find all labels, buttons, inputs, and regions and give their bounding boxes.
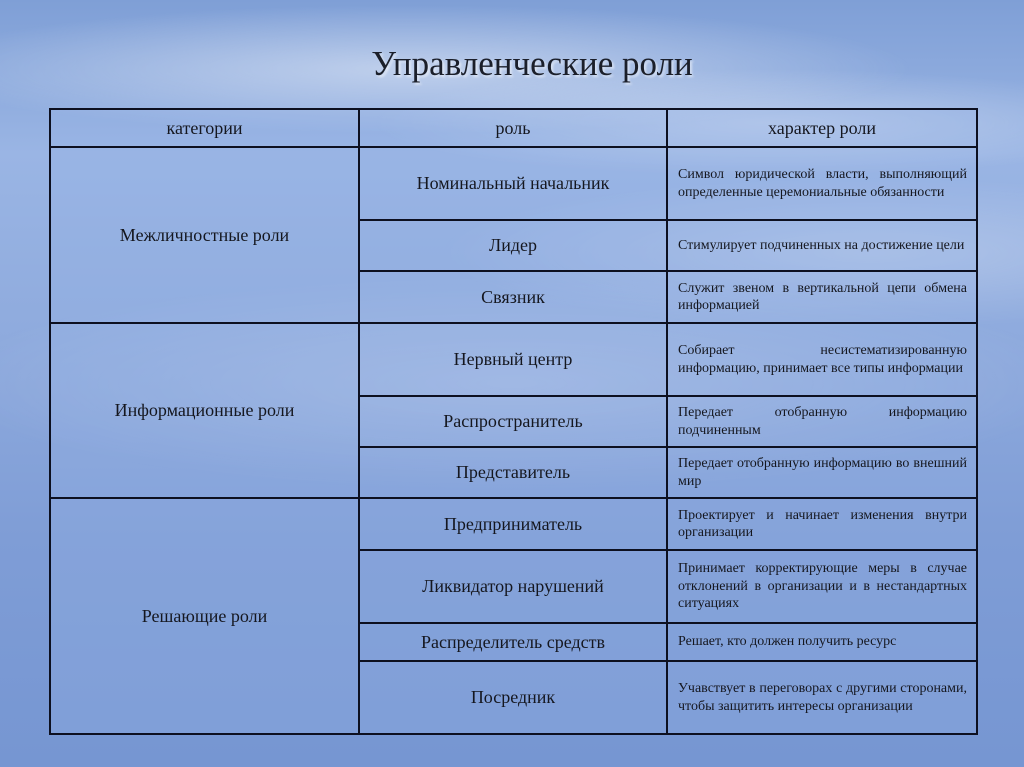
slide-title: Управленческие роли: [371, 44, 693, 83]
header-role-nature: характер роли: [667, 109, 977, 147]
description-cell: [667, 550, 977, 623]
role-cell: Ликвидатор нарушений: [359, 550, 667, 623]
role-cell: Распределитель средств: [359, 623, 667, 661]
description-text: Решает, кто должен получить ресурс: [678, 634, 897, 650]
table-row: [50, 323, 977, 396]
category-decisional: Решающие роли: [50, 498, 359, 734]
description-cell: [667, 447, 977, 498]
description-text: Передает отобранную информацию подчиненным: [678, 405, 967, 438]
roles-table: [49, 108, 978, 735]
role-cell: Нервный центр: [359, 323, 667, 396]
description-cell: [667, 661, 977, 734]
role-cell: Лидер: [359, 220, 667, 271]
role-cell: Посредник: [359, 661, 667, 734]
role-cell: Представитель: [359, 447, 667, 498]
role-cell: Связник: [359, 271, 667, 323]
table-row: [50, 498, 977, 550]
description-cell: [667, 323, 977, 396]
description-cell: [667, 498, 977, 550]
header-role: роль: [359, 109, 667, 147]
description-text: Собирает несистематизированную информацию, принимает все типы информации: [678, 343, 967, 376]
role-cell: Предприниматель: [359, 498, 667, 550]
category-informational: Информационные роли: [50, 323, 359, 498]
description-cell: [667, 271, 977, 323]
role-cell: Распространитель: [359, 396, 667, 447]
table-row: [50, 147, 977, 220]
description-text: Передает отобранную информацию во внешний мир: [678, 456, 967, 489]
header-categories: категории: [50, 109, 359, 147]
description-cell: [667, 396, 977, 447]
category-interpersonal: Межличностные роли: [50, 147, 359, 323]
description-cell: [667, 147, 977, 220]
description-text: Учавствует в переговорах с другими сторонами, чтобы защитить интересы организации: [678, 681, 967, 714]
description-cell: [667, 623, 977, 661]
description-text: Служит звеном в вертикальной цепи обмена информацией: [678, 280, 967, 313]
description-text: Символ юридической власти, выполняющий определенные церемониальные обязанности: [678, 167, 967, 200]
role-cell: Номинальный начальник: [359, 147, 667, 220]
description-text: Стимулирует подчиненных на достижение цели: [678, 237, 965, 253]
description-cell: [667, 220, 977, 271]
description-text: Принимает корректирующие меры в случае отклонений в организации и в нестандартных ситуациях: [678, 561, 967, 612]
description-text: Проектирует и начинает изменения внутри организации: [678, 507, 967, 540]
header-row: [50, 109, 977, 147]
